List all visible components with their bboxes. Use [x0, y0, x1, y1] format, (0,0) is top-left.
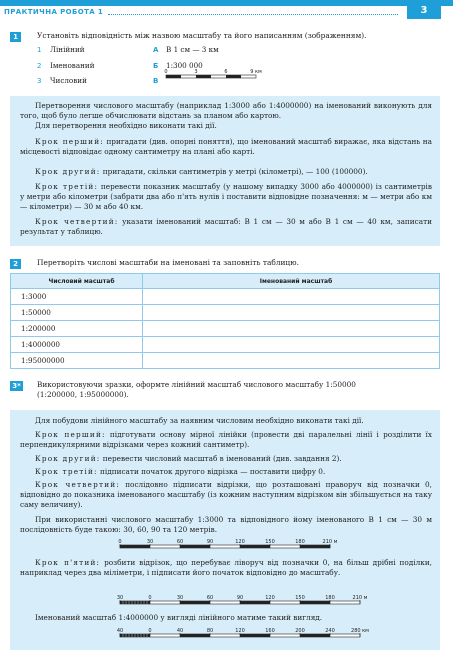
match-label-3: Числовий	[50, 76, 87, 85]
linear-scale-example-2	[116, 593, 368, 609]
step-text: розбити відрізок, що перебуває ліворуч від позначки 0, на більш дрібні поділки, наприклад через два міліметри, і підписати його початок відповідно до масштабу.	[20, 558, 432, 577]
scale-bar	[120, 545, 330, 548]
scale-label: 120	[235, 539, 245, 545]
scale-label: 80	[206, 628, 214, 634]
scale-label: 180	[325, 595, 335, 601]
table-row	[11, 353, 440, 369]
named-scale-cell[interactable]	[143, 321, 440, 337]
scale-label: 60	[206, 595, 214, 601]
match-row-1	[0, 45, 453, 55]
info1-step-3	[20, 182, 432, 211]
scale-label: 30	[116, 595, 124, 601]
scale-segment	[240, 634, 270, 637]
scale-label: 30	[146, 539, 154, 545]
scale-label: 40	[176, 628, 184, 634]
scale-segment	[180, 634, 210, 637]
info2-paragraph-2: При використанні числового масштабу 1:3000 та відповідного йому іменованого В 1 см — 30 м послідовність буде такою: 30, 60, 90 та 120 метрів.	[20, 515, 432, 534]
scale-label: 120	[265, 595, 275, 601]
step-label: Крок четвертий:	[35, 480, 120, 489]
named-scale-cell[interactable]	[143, 337, 440, 353]
match-value-b: 1:300 000	[166, 61, 203, 70]
named-scale-cell[interactable]	[143, 353, 440, 369]
scale-label: 90	[236, 595, 244, 601]
match-letter-v: В	[153, 77, 159, 85]
info1-step-1	[20, 137, 432, 157]
info2-paragraph-1: Для побудови лінійного масштабу за наявним числовим необхідно виконати такі дії.	[35, 416, 364, 425]
step-text: указати іменований масштаб: В 1 см — 30 м або В 1 см — 40 км, записати результат у таблицю.	[20, 217, 432, 236]
match-letter-a: А	[153, 46, 159, 54]
scale-segment	[180, 601, 210, 604]
scale-label: 90	[206, 539, 214, 545]
step-label: Крок перший:	[35, 137, 104, 146]
step-label: Крок другий:	[35, 167, 101, 176]
scale-label: 0	[148, 595, 152, 601]
step-label: Крок третій:	[35, 182, 99, 191]
step-label: Крок другий:	[35, 454, 101, 463]
scale-label: 40	[116, 628, 124, 634]
page-header	[0, 0, 453, 20]
match-num-3: 3	[37, 77, 42, 85]
table-header-row	[11, 274, 440, 289]
task1-badge: 1	[10, 32, 21, 42]
numeric-scale-cell: 1:95000000	[11, 353, 143, 369]
scale-label: 200	[295, 628, 305, 634]
info1-step-2	[20, 167, 432, 177]
info1-step-4	[20, 217, 432, 237]
table-row	[11, 337, 440, 353]
step-label: Крок перший:	[35, 430, 106, 439]
named-scale-cell[interactable]	[143, 289, 440, 305]
numeric-scale-cell: 1:4000000	[11, 337, 143, 353]
scale-label: 150	[295, 595, 305, 601]
info1-paragraph-2: Для перетворення необхідно виконати такі дії.	[35, 121, 217, 130]
scale-label: 150	[265, 539, 275, 545]
table-header-numeric: Числовий масштаб	[11, 274, 143, 289]
scale-label: 210 м	[322, 539, 338, 545]
table-row	[11, 289, 440, 305]
task2-badge: 2	[10, 259, 21, 269]
step-label: Крок п'ятий:	[35, 558, 101, 567]
match-label-1: Лінійний	[50, 45, 85, 54]
linear-scale-example-1	[120, 537, 340, 553]
info2-step-4	[20, 480, 432, 509]
task2-instruction: Перетворіть числові масштаби на іменовані та заповніть таблицю.	[37, 258, 299, 267]
match-num-2: 2	[37, 62, 42, 70]
info2-step-5	[20, 558, 432, 578]
table-row	[11, 321, 440, 337]
step-text: перевести показник масштабу (у нашому випадку 3000 або 4000000) із сантиметрів у метри або кілометри (забрати два або п'ять нулів і поставити відповідне позначення: м — метри або км — кілометри) — 30 м або 40 км.	[20, 182, 432, 211]
step-text: підготувати основу мірної лінійки (провести дві паралельні лінії і розділити їх перпендикулярними відрізками через кожний сантиметр).	[20, 430, 432, 449]
info2-step-3	[20, 467, 432, 477]
numeric-scale-cell: 1:50000	[11, 305, 143, 321]
page-title: ПРАКТИЧНА РОБОТА 1	[4, 8, 104, 16]
step-text: послідовно підписати відрізки, що розташовані праворуч від позначки 0, відповідно до показника іменованого масштабу (із кожним наступним відрізком він збільшується на таку саму величину).	[20, 480, 432, 509]
scale-segment	[300, 545, 330, 548]
scale-segment	[240, 545, 270, 548]
table-row	[11, 305, 440, 321]
info1-paragraph-1: Перетворення числового масштабу (наприклад 1:3000 або 1:4000000) на іменований виконують для того, щоб було легше обчислювати відстань за планом або картою.	[20, 101, 432, 120]
match-letter-b: Б	[153, 62, 159, 70]
named-scale-cell[interactable]	[143, 305, 440, 321]
scale-segment	[180, 545, 210, 548]
scale-segment	[240, 601, 270, 604]
scale-label: 6	[224, 69, 228, 75]
scale-label: 120	[235, 628, 245, 634]
linear-scale-example-3	[116, 626, 369, 642]
scale-segment	[300, 634, 330, 637]
scale-label: 210 м	[352, 595, 368, 601]
task1-instruction: Установіть відповідність між назвою масштабу та його написанням (зображенням).	[37, 31, 367, 40]
numeric-scale-cell: 1:200000	[11, 321, 143, 337]
step-text: пригадати, скільки сантиметрів у метрі (кілометрі), — 100 (100000).	[102, 167, 368, 176]
scale-label: 0	[148, 628, 152, 634]
header-bar	[0, 0, 453, 6]
match-label-2: Іменований	[50, 61, 95, 70]
match-value-a: В 1 см — 3 км	[166, 45, 219, 54]
table-header-named: Іменований масштаб	[143, 274, 440, 289]
scale-label: 240	[325, 628, 335, 634]
info2-paragraph-3: Іменований масштаб 1:4000000 у вигляді лінійного матиме такий вигляд.	[35, 613, 323, 622]
numeric-scale-cell: 1:3000	[11, 289, 143, 305]
step-text: перевести числовий масштаб в іменований (див. завдання 2).	[102, 454, 342, 463]
conversion-table	[10, 273, 440, 369]
scale-label: 30	[176, 595, 184, 601]
scale-segment	[300, 601, 330, 604]
step-text: підписати початок другого відрізка — поставити цифру 0.	[100, 467, 326, 476]
header-divider	[108, 14, 398, 15]
task3-badge: 3*	[10, 381, 23, 391]
scale-label: 0	[118, 539, 122, 545]
scale-label: 160	[265, 628, 275, 634]
info2-step-1	[20, 430, 432, 450]
scale-label: 280 км	[351, 628, 369, 634]
task3-instruction-line-1: Використовуючи зразки, оформте лінійний масштаб числового масштабу 1:50000	[37, 380, 356, 389]
page-number: 3	[407, 3, 441, 19]
step-text: пригадати (див. опорні поняття), що іменований масштаб виражає, яка відстань на місцевості відповідає одному сантиметру на плані або карті.	[20, 137, 432, 156]
task3-instruction-line-2: (1:200000, 1:95000000).	[37, 390, 129, 399]
match-num-1: 1	[37, 46, 42, 54]
scale-label: 180	[295, 539, 305, 545]
linear-scale-sample	[166, 70, 276, 86]
info2-step-2	[20, 454, 432, 464]
scale-label: 9 км	[250, 69, 262, 75]
scale-label: 60	[176, 539, 184, 545]
step-label: Крок четвертий:	[35, 217, 119, 226]
scale-label: 3	[194, 69, 198, 75]
scale-segment	[120, 545, 150, 548]
scale-label: 0	[164, 69, 168, 75]
step-label: Крок третій:	[35, 467, 98, 476]
